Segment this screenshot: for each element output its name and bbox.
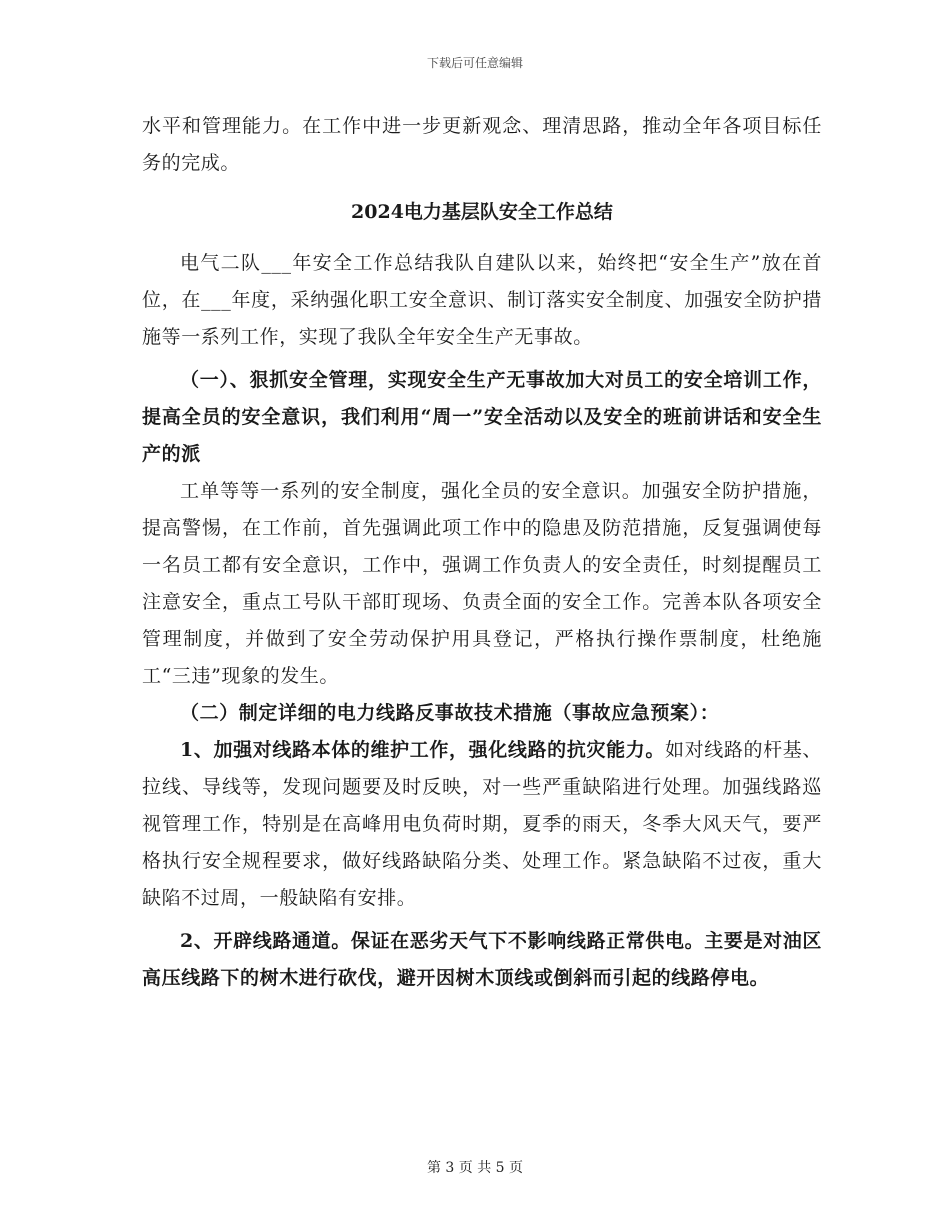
item-1-lead: 1、加强对线路本体的维护工作，强化线路的抗灾能力。 bbox=[180, 739, 665, 761]
document-title: 2024电力基层队安全工作总结 bbox=[351, 201, 613, 223]
page-number: 第 3 页 共 5 页 bbox=[426, 1160, 524, 1176]
intro-paragraph: 电气二队___年安全工作总结我队自建队以来，始终把“安全生产”放在首位，在___年度，采纳强化职工安全意识、制订落实安全制度、加强安全防护措施等一系列工作，实现了我队全年安全生产无事故。 bbox=[142, 252, 822, 348]
continuation-paragraph: 水平和管理能力。在工作中进一步更新观念、理清思路，推动全年各项目标任务的完成。 bbox=[142, 115, 822, 174]
section-1-heading: （一）、狠抓安全管理，实现安全生产无事故加大对员工的安全培训工作，提高全员的安全意识，我们利用“周一”安全活动以及安全的班前讲话和安全生产的派 bbox=[142, 369, 822, 465]
item-1-text: 如对线路的杆基、拉线、导线等，发现问题要及时反映，对一些严重缺陷进行处理。加强线路巡视管理工作，特别是在高峰用电负荷时期，夏季的雨天，冬季大风天气，要严格执行安全规程要求，做好线路缺陷分类、处理工作。紧急缺陷不过夜，重大缺陷不过周，一般缺陷有安排。 bbox=[142, 739, 822, 909]
item-1-paragraph bbox=[142, 732, 822, 917]
document-body bbox=[142, 108, 822, 997]
item-2-paragraph: 2、开辟线路通道。保证在恶劣天气下不影响线路正常供电。主要是对油区高压线路下的树木进行砍伐，避开因树木顶线或倒斜而引起的线路停电。 bbox=[142, 930, 822, 989]
section-2-heading: （二）制定详细的电力线路反事故技术措施（事故应急预案）： bbox=[180, 702, 720, 724]
page-header-note: 下载后可任意编辑 bbox=[426, 56, 523, 70]
section-1-body: 工单等等一系列的安全制度，强化全员的安全意识。加强安全防护措施，提高警惕，在工作前，首先强调此项工作中的隐患及防范措施，反复强调使每一名员工都有安全意识，工作中，强调工作负责人的安全责任，时刻提醒员工注意安全，重点工号队干部盯现场、负责全面的安全工作。完善本队各项安全管理制度，并做到了安全劳动保护用具登记，严格执行操作票制度，杜绝施工“三违”现象的发生。 bbox=[142, 480, 822, 687]
